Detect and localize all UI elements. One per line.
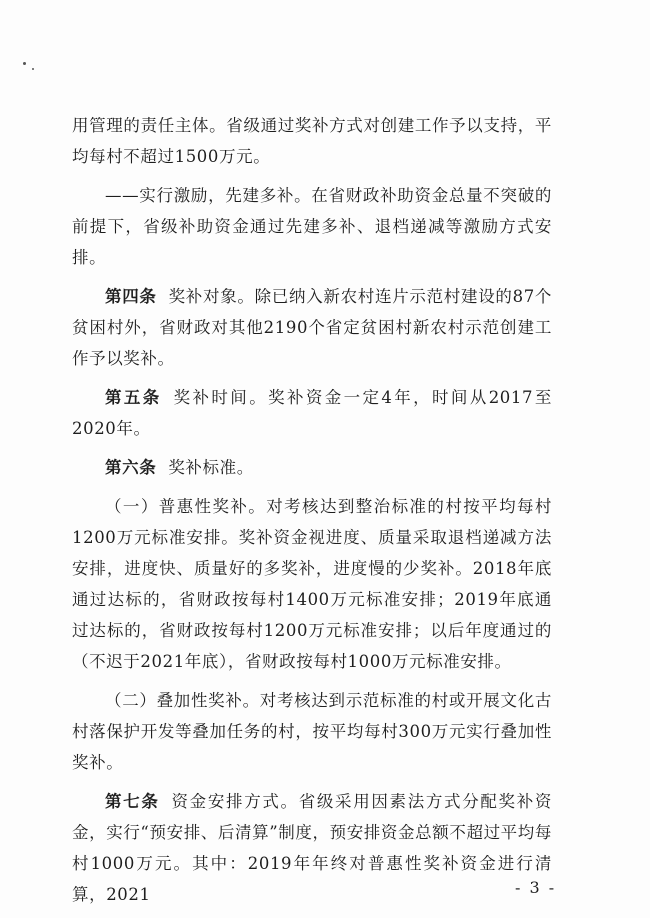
article-heading: 第六条	[105, 458, 157, 477]
paragraph-text: 资金安排方式。省级采用因素法方式分配奖补资金，实行“预安排、后清算”制度，预安排资金总额不超过平均每村1000万元。其中：2019年年终对普惠性奖补资金进行清算，2021	[72, 792, 552, 904]
article-paragraph	[72, 786, 552, 910]
paragraph-text: （一）普惠性奖补。对考核达到整治标准的村按平均每村1200万元标准安排。奖补资金视进度、质量采取退档递减方法安排，进度快、质量好的多奖补，进度慢的少奖补。2018年底通过达标的，省财政按每村1400万元标准安排；2019年底通过达标的，省财政按每村1200万元标准安排；以后年度通过的（不迟于2021年底），省财政按每村1000万元标准安排。	[72, 497, 552, 671]
scan-speck	[23, 62, 26, 65]
article-paragraph	[72, 281, 552, 374]
article-heading: 第四条	[105, 287, 157, 306]
article-paragraph	[72, 382, 552, 444]
paragraph	[72, 685, 552, 778]
paragraph-text: 用管理的责任主体。省级通过奖补方式对创建工作予以支持，平均每村不超过1500万元。	[72, 116, 552, 166]
body-text	[72, 110, 552, 918]
article-paragraph	[72, 452, 552, 483]
article-heading: 第五条	[105, 388, 162, 407]
article-heading: 第七条	[105, 792, 160, 811]
scan-speck	[32, 68, 34, 70]
paragraph-text: 奖补时间。奖补资金一定4年，时间从2017至2020年。	[72, 388, 552, 438]
paragraph-text: ——实行激励，先建多补。在省财政补助资金总量不突破的前提下，省级补助资金通过先建多补、退档递减等激励方式安排。	[72, 186, 552, 267]
paragraph	[72, 110, 552, 172]
paragraph-text: 奖补标准。	[168, 458, 254, 477]
paragraph-text: 奖补对象。除已纳入新农村连片示范村建设的87个贫困村外，省财政对其他2190个省定贫困村新农村示范创建工作予以奖补。	[72, 287, 552, 368]
paragraph	[72, 180, 552, 273]
paragraph	[72, 491, 552, 677]
page-number: - 3 -	[515, 878, 557, 897]
paragraph-text: （二）叠加性奖补。对考核达到示范标准的村或开展文化古村落保护开发等叠加任务的村，按平均每村300万元实行叠加性奖补。	[72, 691, 552, 772]
